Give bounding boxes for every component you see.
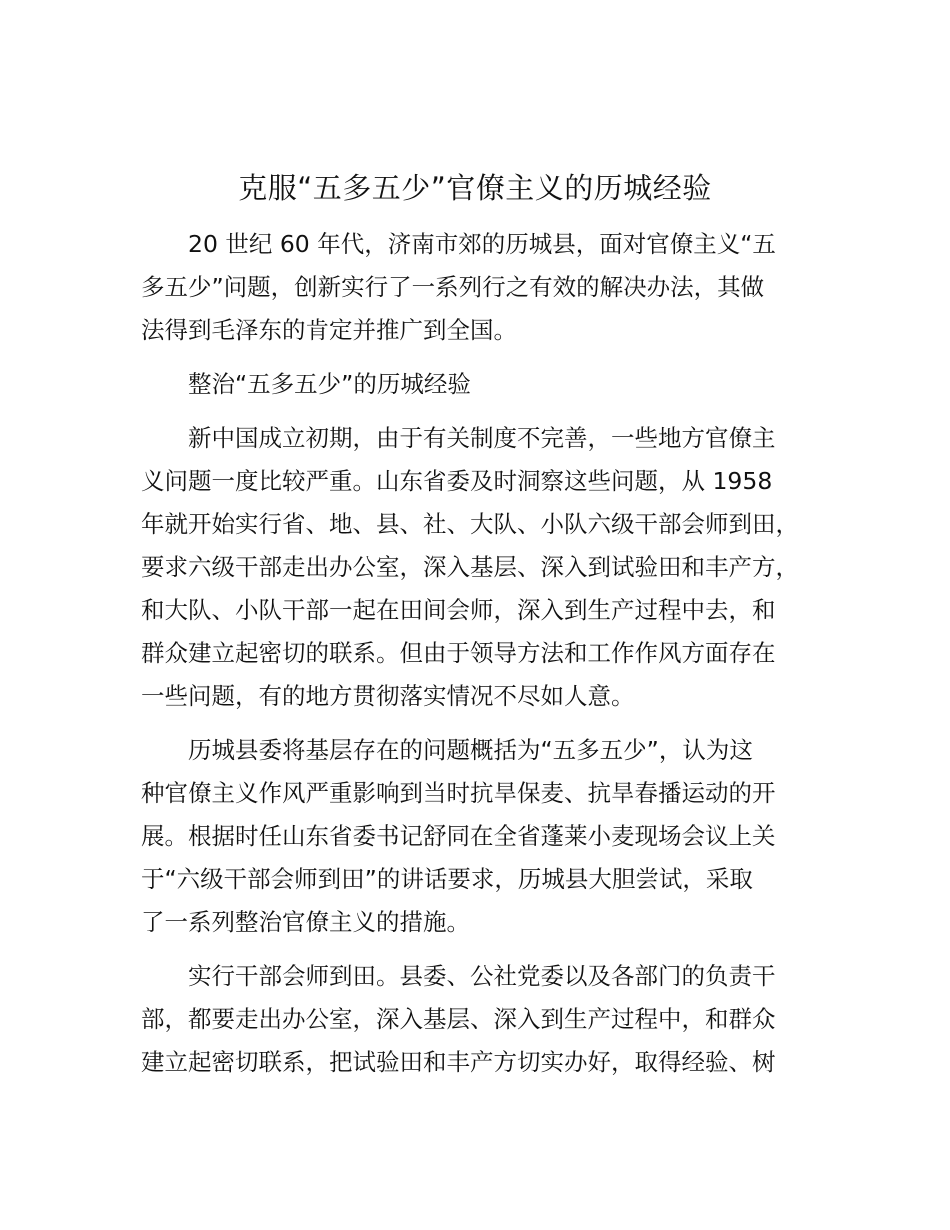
paragraph-line: 建立起密切联系，把试验田和丰产方切实办好，取得经验、树 [141,1048,776,1076]
paragraph-line: 展。根据时任山东省委书记舒同在全省蓬莱小麦现场会议上关 [141,822,776,850]
paragraph-line: 新中国成立初期，由于有关制度不完善，一些地方官僚主 [188,424,776,452]
paragraph-line: 部，都要走出办公室，深入基层、深入到生产过程中，和群众 [141,1005,776,1033]
paragraph-line: 种官僚主义作风严重影响到当时抗旱保麦、抗旱春播运动的开 [141,779,776,807]
paragraph-line: 群众建立起密切的联系。但由于领导方法和工作作风方面存在 [141,639,776,667]
paragraph-line: 一些问题，有的地方贯彻落实情况不尽如人意。 [141,682,635,710]
paragraph-line: 实行干部会师到田。县委、公社党委以及各部门的负责干 [188,962,776,990]
paragraph-line: 年就开始实行省、地、县、社、大队、小队六级干部会师到田， [141,510,799,538]
paragraph-line: 历城县委将基层存在的问题概括为“五多五少”，认为这 [188,736,753,764]
paragraph-line: 了一系列整治官僚主义的措施。 [141,908,470,936]
paragraph-line: 义问题一度比较严重。山东省委及时洞察这些问题，从 1958 [141,467,773,495]
document-title: 克服“五多五少”官僚主义的历城经验 [238,171,712,205]
paragraph-line: 多五少”问题，创新实行了一系列行之有效的解决办法，其做 [141,273,765,301]
paragraph-line: 法得到毛泽东的肯定并推广到全国。 [141,316,517,344]
section-heading: 整治“五多五少”的历城经验 [188,370,471,398]
paragraph-line: 要求六级干部走出办公室，深入基层、深入到试验田和丰产方， [141,553,799,581]
paragraph-line: 于“六级干部会师到田”的讲话要求，历城县大胆尝试，采取 [141,865,753,893]
paragraph-line: 和大队、小队干部一起在田间会师，深入到生产过程中去，和 [141,596,776,624]
paragraph-line: 20 世纪 60 年代，济南市郊的历城县，面对官僚主义“五 [188,230,776,258]
